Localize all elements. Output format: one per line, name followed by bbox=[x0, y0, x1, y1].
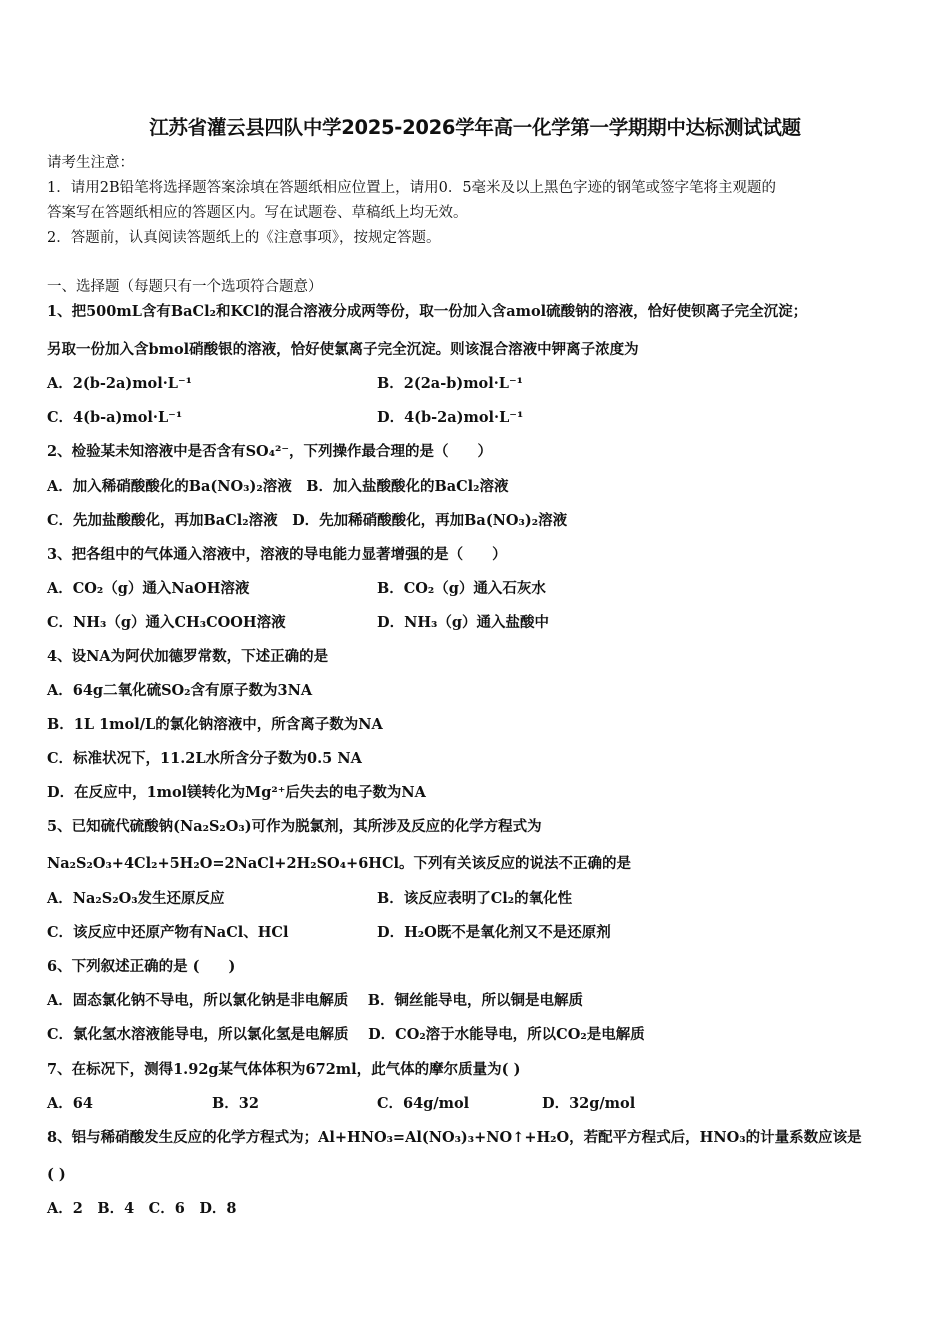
notice-item-2: 2．答题前，认真阅读答题纸上的《注意事项》，按规定答题。 bbox=[47, 230, 441, 246]
question-6-options-ab: A．固态氯化钠不导电，所以氯化钠是非电解质 B．铜丝能导电，所以铜是电解质 bbox=[47, 992, 584, 1009]
notice-item-1: 1．请用2B铅笔将选择题答案涂填在答题纸相应位置上，请用0．5毫米及以上黑色字迹的钢笔或签字笔将主观题的 bbox=[47, 180, 777, 196]
question-2-options-ab: A．加入稀硝酸酸化的Ba(NO₃)₂溶液 B．加入盐酸酸化的BaCl₂溶液 bbox=[47, 478, 509, 495]
question-1-option-c: C．4(b-a)mol·L⁻¹ bbox=[47, 409, 183, 426]
notice-heading: 请考生注意： bbox=[47, 155, 134, 171]
question-8-stem: 8、铝与稀硝酸发生反应的化学方程式为；Al+HNO₃=Al(NO₃)₃+NO↑+H₂O，若配平方程式后，HNO₃的计量系数应该是 bbox=[47, 1129, 862, 1146]
question-4-option-a: A．64g二氧化硫SO₂含有原子数为3NA bbox=[47, 682, 313, 699]
page-title: 江苏省灌云县四队中学2025-2026学年高一化学第一学期期中达标测试试题 bbox=[149, 116, 801, 139]
question-7-option-c: C．64g/mol bbox=[377, 1095, 470, 1112]
question-5-option-a: A．Na₂S₂O₃发生还原反应 bbox=[47, 890, 225, 907]
question-6-stem: 6、下列叙述正确的是 ( ) bbox=[47, 958, 236, 975]
question-6-options-cd: C．氯化氢水溶液能导电，所以氯化氢是电解质 D．CO₂溶于水能导电，所以CO₂是电解质 bbox=[47, 1026, 645, 1043]
question-8-paren: ( ) bbox=[47, 1166, 66, 1183]
question-7-stem: 7、在标况下，测得1.92g某气体体积为672ml，此气体的摩尔质量为( ) bbox=[47, 1061, 521, 1078]
question-7-option-a: A．64 bbox=[47, 1095, 93, 1112]
question-4-stem: 4、设NA为阿伏加德罗常数，下述正确的是 bbox=[47, 648, 329, 665]
section-heading: 一、选择题（每题只有一个选项符合题意） bbox=[47, 279, 323, 295]
question-1-line-2: 另取一份加入含bmol硝酸银的溶液，恰好使氯离子完全沉淀。则该混合溶液中钾离子浓度为 bbox=[47, 341, 639, 358]
question-3-stem: 3、把各组中的气体通入溶液中，溶液的导电能力显著增强的是（ ） bbox=[47, 546, 507, 563]
question-3-option-b: B．CO₂（g）通入石灰水 bbox=[377, 580, 546, 597]
question-7-option-b: B．32 bbox=[212, 1095, 259, 1112]
question-3-option-a: A．CO₂（g）通入NaOH溶液 bbox=[47, 580, 250, 597]
question-2-stem: 2、检验某未知溶液中是否含有SO₄²⁻，下列操作最合理的是（ ） bbox=[47, 443, 493, 460]
question-5-option-d: D．H₂O既不是氧化剂又不是还原剂 bbox=[377, 924, 611, 941]
question-4-option-c: C．标准状况下，11.2L水所含分子数为0.5 NA bbox=[47, 750, 362, 767]
question-4-option-b: B．1L 1mol/L的氯化钠溶液中，所含离子数为NA bbox=[47, 716, 383, 733]
question-1-line-1: 1、把500mL含有BaCl₂和KCl的混合溶液分成两等份，取一份加入含amol硫酸钠的溶液，恰好使钡离子完全沉淀； bbox=[47, 303, 808, 320]
question-3-option-d: D．NH₃（g）通入盐酸中 bbox=[377, 614, 550, 631]
question-7-option-d: D．32g/mol bbox=[542, 1095, 636, 1112]
question-2-options-cd: C．先加盐酸酸化，再加BaCl₂溶液 D．先加稀硝酸酸化，再加Ba(NO₃)₂溶液 bbox=[47, 512, 568, 529]
question-1-option-d: D．4(b-2a)mol·L⁻¹ bbox=[377, 409, 524, 426]
question-1-option-b: B．2(2a-b)mol·L⁻¹ bbox=[377, 375, 523, 392]
question-3-option-c: C．NH₃（g）通入CH₃COOH溶液 bbox=[47, 614, 286, 631]
question-5-option-c: C．该反应中还原产物有NaCl、HCl bbox=[47, 924, 289, 941]
question-5-stem: 5、已知硫代硫酸钠(Na₂S₂O₃)可作为脱氯剂，其所涉及反应的化学方程式为 bbox=[47, 818, 542, 835]
question-4-option-d: D．在反应中，1mol镁转化为Mg²⁺后失去的电子数为NA bbox=[47, 784, 426, 801]
question-1-option-a: A．2(b-2a)mol·L⁻¹ bbox=[47, 375, 192, 392]
question-5-option-b: B．该反应表明了Cl₂的氧化性 bbox=[377, 890, 573, 907]
notice-item-1-cont: 答案写在答题纸相应的答题区内。写在试题卷、草稿纸上均无效。 bbox=[47, 205, 468, 221]
question-5-equation: Na₂S₂O₃+4Cl₂+5H₂O=2NaCl+2H₂SO₄+6HCl。下列有关该反应的说法不正确的是 bbox=[47, 855, 632, 872]
question-8-options: A．2 B．4 C．6 D．8 bbox=[47, 1200, 237, 1217]
